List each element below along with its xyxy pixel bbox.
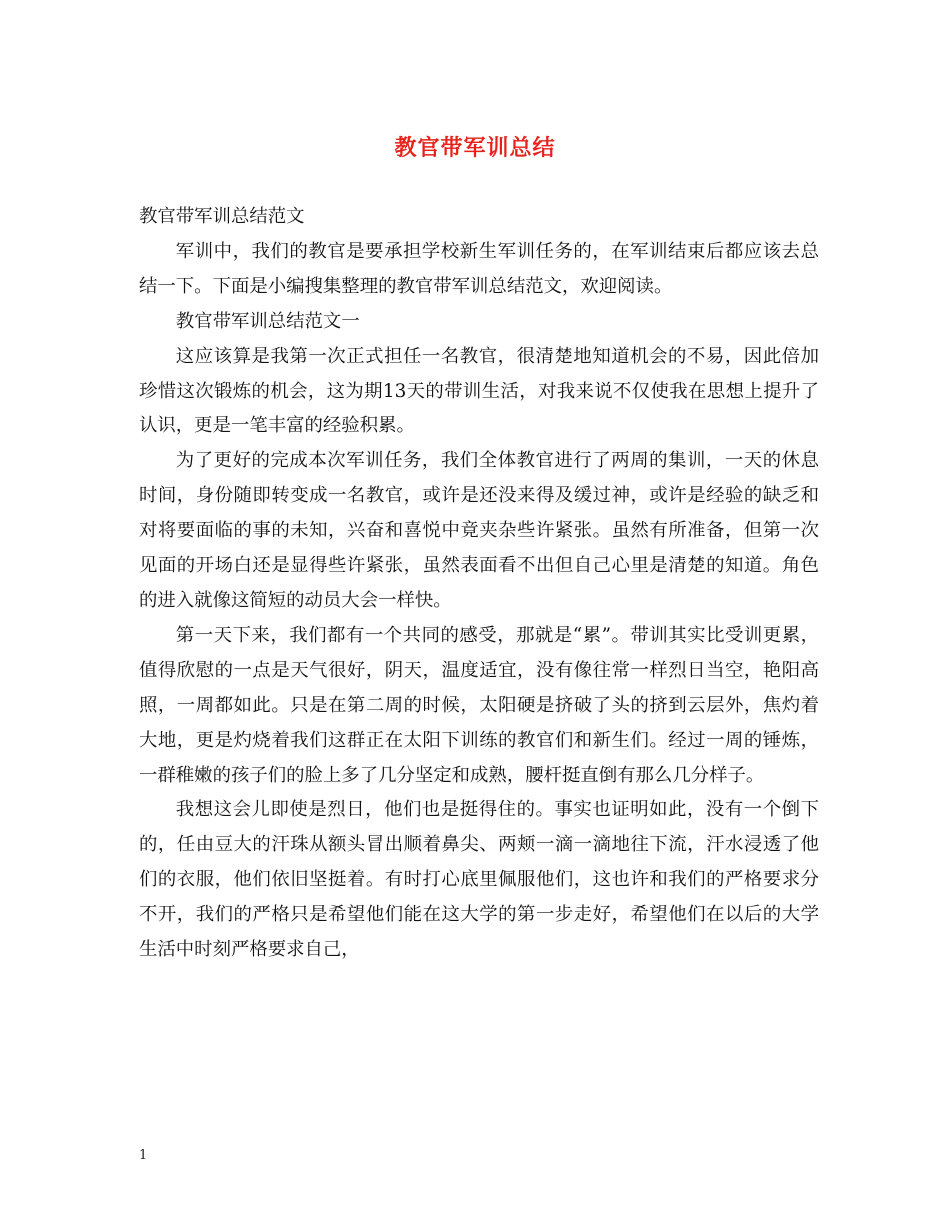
section-heading: 教官带军训总结范文一	[175, 310, 360, 332]
document-subtitle: 教官带军训总结范文	[139, 206, 305, 227]
paragraph: 第一天下来，我们都有一个共同的感受，那就是“累”。带训其实比受训更累，值得欣慰的一点是天气很好，阴天，温度适宜，没有像往常一样烈日当空，艳阳高照，一周都如此。只是在第二周的时候，太阳硬是挤破了头的挤到云层外，焦灼着大地，更是灼烧着我们这群正在太阳下训练的教官们和新生们。经过一周的锤炼，一群稚嫩的孩子们的脸上多了几分坚定和成熟，腰杆挺直倒有那么几分样子。	[139, 624, 819, 786]
document-body	[139, 200, 819, 968]
document-title: 教官带军训总结	[394, 135, 556, 161]
paragraph: 这应该算是我第一次正式担任一名教官，很清楚地知道机会的不易，因此倍加珍惜这次锻炼的机会，这为期13天的带训生活，对我来说不仅使我在思想上提升了认识，更是一笔丰富的经验积累。	[139, 345, 819, 437]
paragraph: 我想这会儿即使是烈日，他们也是挺得住的。事实也证明如此，没有一个倒下的，任由豆大的汗珠从额头冒出顺着鼻尖、两颊一滴一滴地往下流，汗水浸透了他们的衣服，他们依旧坚挺着。有时打心底里佩服他们，这也许和我们的严格要求分不开，我们的严格只是希望他们能在这大学的第一步走好，希望他们在以后的大学生活中时刻严格要求自己，	[139, 799, 819, 961]
page-number: 1	[139, 1148, 148, 1163]
paragraph: 为了更好的完成本次军训任务，我们全体教官进行了两周的集训，一天的休息时间，身份随即转变成一名教官，或许是还没来得及缓过神，或许是经验的缺乏和对将要面临的事的未知，兴奋和喜悦中竟夹杂些许紧张。虽然有所准备，但第一次见面的开场白还是显得些许紧张，虽然表面看不出但自己心里是清楚的知道。角色的进入就像这简短的动员大会一样快。	[139, 450, 819, 611]
paragraph-intro: 军训中，我们的教官是要承担学校新生军训任务的，在军训结束后都应该去总结一下。下面是小编搜集整理的教官带军训总结范文，欢迎阅读。	[139, 240, 819, 297]
